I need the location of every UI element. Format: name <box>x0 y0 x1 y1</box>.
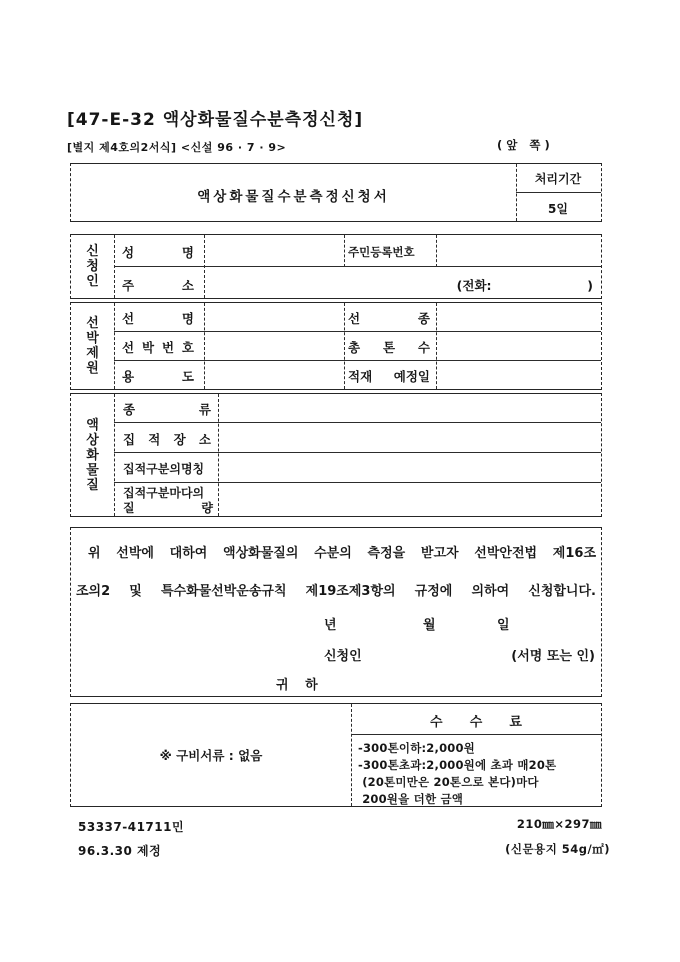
address-label: 주 소 <box>122 278 194 293</box>
loading-date-label: 적재 예정일 <box>348 369 430 384</box>
ship-section-label: 선박제원 <box>86 316 99 376</box>
divider <box>436 303 437 389</box>
stowage-division-mass-line1: 집적구분마다의 <box>123 486 205 500</box>
divider <box>114 482 601 483</box>
name-value-cell <box>206 235 342 266</box>
declaration-box <box>70 527 602 697</box>
divider <box>114 452 601 453</box>
applicant-section-box <box>70 234 602 299</box>
resident-no-value-cell <box>438 235 601 266</box>
divider <box>114 331 601 332</box>
fee-title: 수 수 료 <box>430 715 522 730</box>
divider <box>114 394 115 516</box>
divider <box>344 303 345 389</box>
gross-tonnage-label: 총 톤 수 <box>348 340 430 355</box>
attachments-note: ※ 구비서류 : 없음 <box>159 748 263 763</box>
ship-use-label: 용 도 <box>122 369 194 384</box>
form-header-box <box>70 163 602 222</box>
cargo-section-label: 액상화물질 <box>86 418 99 493</box>
ship-number-label: 선 박 번 호 <box>122 340 194 355</box>
phone-hint: (전화: ) <box>456 278 593 293</box>
stowage-division-name-label: 집적구분의명칭 <box>123 462 205 476</box>
cargo-kind-label: 종 류 <box>123 402 211 417</box>
signature-hint: (서명 또는 인) <box>511 649 595 664</box>
divider <box>114 360 601 361</box>
ship-section-box <box>70 302 602 390</box>
paper-size: 210㎜×297㎜ <box>516 817 602 831</box>
processing-period-label: 처리기간 <box>534 172 582 186</box>
form-title: 액상화물질수분측정신청서 <box>197 189 390 205</box>
form-reference: [별지 제4호의2서식] <신설 96 · 7 · 9> <box>67 141 287 154</box>
fee-line: (20톤미만은 20톤으로 본다)마다 <box>358 775 539 789</box>
enacted-date: 96.3.30 제정 <box>78 844 162 858</box>
applicant-section-label: 신청인 <box>86 244 99 289</box>
ship-type-label: 선 종 <box>348 311 430 326</box>
name-label: 성 명 <box>122 245 194 260</box>
ship-name-label: 선 명 <box>122 311 194 326</box>
fee-section-box <box>70 703 602 807</box>
divider <box>351 734 601 735</box>
day-label: 일 <box>497 618 510 633</box>
divider <box>516 192 601 193</box>
fee-line: -300톤이하:2,000원 <box>358 741 475 755</box>
fee-line: -300톤초과:2,000원에 초과 매20톤 <box>358 758 557 772</box>
stowage-place-label: 집 적 장 소 <box>123 432 211 447</box>
stowage-division-mass-line2: 질 량 <box>123 501 213 515</box>
divider <box>114 422 601 423</box>
document-title: [47-E-32 액상화물질수분측정신청] <box>67 110 364 130</box>
divider <box>436 235 437 267</box>
recipient-label: 귀 하 <box>276 678 324 693</box>
page-side-label: (앞 쪽) <box>497 138 554 152</box>
declaration-line2: 조의2 및 특수화물선박운송규칙 제19조제3항의 규정에 의하여 신청합니다. <box>76 584 596 599</box>
cargo-section-box <box>70 393 602 517</box>
divider <box>204 303 205 389</box>
year-label: 년 <box>324 618 337 633</box>
resident-no-label: 주민등록번호 <box>348 245 415 259</box>
divider <box>114 303 115 389</box>
divider <box>114 266 601 267</box>
fee-line: 200원을 더한 금액 <box>358 792 464 806</box>
month-label: 월 <box>423 618 436 633</box>
doc-number: 53337-41711민 <box>78 820 185 834</box>
applicant-signature-label: 신청인 <box>324 649 362 664</box>
processing-period-value: 5일 <box>548 202 568 216</box>
divider <box>218 394 219 516</box>
stowage-division-mass-label <box>123 486 213 516</box>
declaration-line1: 위 선박에 대하여 액상화물질의 수분의 측정을 받고자 선박안전법 제16조 <box>88 546 596 561</box>
divider <box>344 235 345 267</box>
paper-spec: (신문용지 54g/㎡) <box>505 842 610 856</box>
